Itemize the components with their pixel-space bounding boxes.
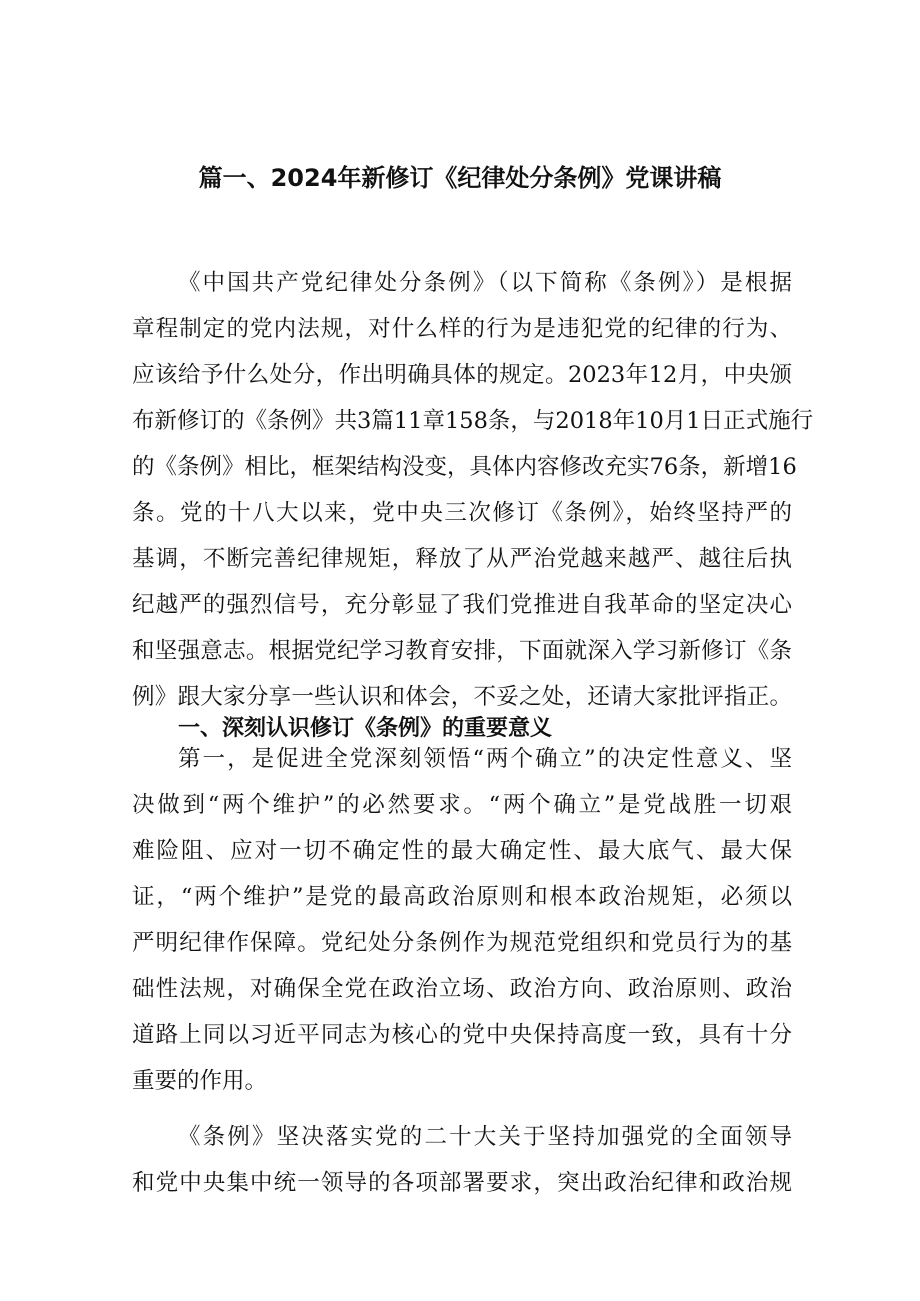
paragraph-line: 基调，不断完善纪律规矩，释放了从严治党越来越严、越往后执: [132, 546, 792, 572]
paragraph-line: 和党中央集中统一领导的各项部署要求，突出政治纪律和政治规: [132, 1170, 792, 1196]
paragraph-line: 的《条例》相比，框架结构没变，具体内容修改充实76条，新增16: [132, 454, 797, 480]
paragraph-line: 道路上同以习近平同志为核心的党中央保持高度一致，具有十分: [132, 1022, 792, 1048]
paragraph-line: 和坚强意志。根据党纪学习教育安排，下面就深入学习新修订《条: [132, 638, 792, 664]
paragraph-line: 条。党的十八大以来，党中央三次修订《条例》，始终坚持严的: [132, 500, 792, 526]
paragraph-line: 决做到“两个维护”的必然要求。“两个确立”是党战胜一切艰: [132, 792, 792, 818]
paragraph-line: 纪越严的强烈信号，充分彰显了我们党推进自我革命的坚定决心: [132, 592, 792, 618]
paragraph-line: 应该给予什么处分，作出明确具体的规定。2023年12月，中央颁: [132, 362, 792, 388]
paragraph-line: 《条例》坚决落实党的二十大关于坚持加强党的全面领导: [178, 1124, 792, 1150]
paragraph-line: 《中国共产党纪律处分条例》（以下简称《条例》）是根据: [178, 270, 792, 296]
paragraph-line: 础性法规，对确保全党在政治立场、政治方向、政治原则、政治: [132, 976, 792, 1002]
paragraph-line: 例》跟大家分享一些认识和体会，不妥之处，还请大家批评指正。: [132, 684, 792, 710]
paragraph-line: 证，“两个维护”是党的最高政治原则和根本政治规矩，必须以: [132, 884, 792, 910]
document-title: 篇一、2024年新修订《纪律处分条例》党课讲稿: [198, 164, 722, 192]
paragraph-line: 布新修订的《条例》共3篇11章158条，与2018年10月1日正式施行: [132, 408, 814, 434]
paragraph-line: 章程制定的党内法规，对什么样的行为是违犯党的纪律的行为、: [132, 316, 792, 342]
paragraph-line: 第一，是促进全党深刻领悟“两个确立”的决定性意义、坚: [178, 746, 792, 772]
section-heading: 一、深刻认识修订《条例》的重要意义: [178, 716, 553, 741]
paragraph-line: 难险阻、应对一切不确定性的最大确定性、最大底气、最大保: [132, 838, 792, 864]
paragraph-line: 重要的作用。: [132, 1068, 268, 1094]
paragraph-line: 严明纪律作保障。党纪处分条例作为规范党组织和党员行为的基: [132, 930, 792, 956]
